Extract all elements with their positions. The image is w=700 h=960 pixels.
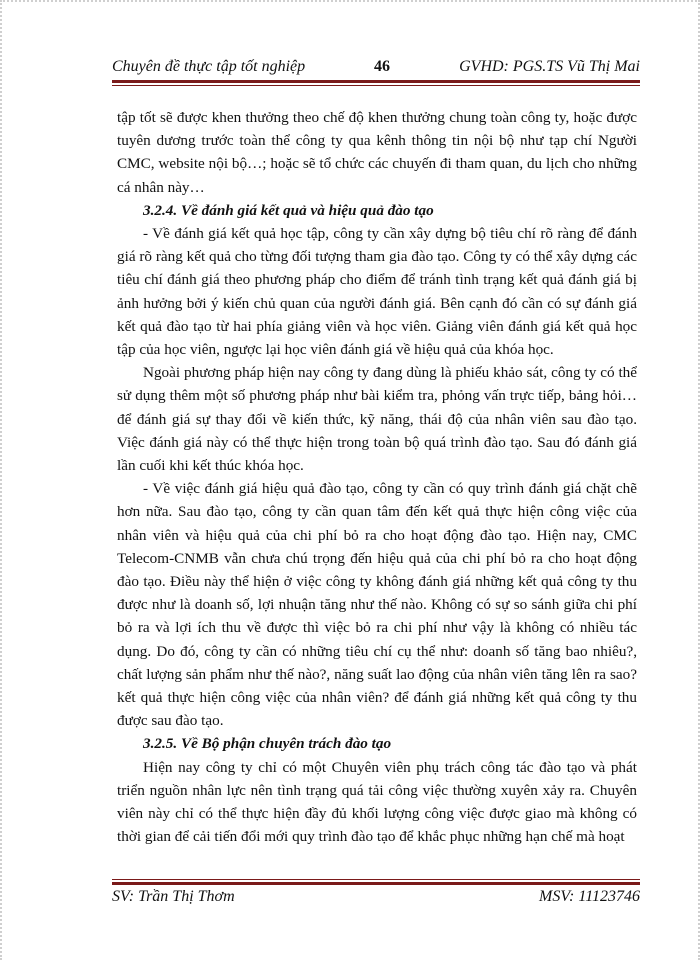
header-rule-thin bbox=[112, 85, 640, 86]
header-rule-thick bbox=[112, 80, 640, 83]
paragraph-3: Ngoài phương pháp hiện nay công ty đang dùng là phiếu khảo sát, công ty có thể sử dụng thêm một số phương pháp như bài kiểm tra, phỏng vấn trực tiếp, bảng hỏi…để đánh giá sự thay đổi về kiến thức, kỹ năng, thái độ của nhân viên sau đào tạo. Việc đánh giá này có thể thực hiện trong toàn bộ quá trình đào tạo. Sau đó đánh giá lần cuối khi kết thúc khóa học. bbox=[117, 364, 637, 475]
paragraph-5: Hiện nay công ty chỉ có một Chuyên viên phụ trách công tác đào tạo và phát triển nguồn nhân lực nên tình trạng quá tải công việc thường xuyên xảy ra. Chuyên viên này chỉ có thể thực hiện đầy đủ khối lượng công việc được giao mà không có thời gian để cải tiến đổi mới quy trình đào tạo để khắc phục những hạn chế mà hoạt bbox=[117, 758, 637, 846]
section-heading-3-2-4: 3.2.4. Về đánh giá kết quả và hiệu quả đào tạo bbox=[143, 201, 434, 219]
page-body bbox=[117, 106, 637, 849]
paragraph-4: - Về việc đánh giá hiệu quả đào tạo, công ty cần có quy trình đánh giá chặt chẽ hơn nữa. Sau đào tạo, công ty cần quan tâm đến kết quả thực hiện công việc của nhân viên và hiệu quả của chi phí bỏ ra cho hoạt động đào tạo. Hiện nay, CMC Telecom-CNMB vẫn chưa chú trọng đến hiệu quả của chi phí bỏ ra cho hoạt động đào tạo. Điều này thể hiện ở việc công ty không đánh giá những kết quả công ty thu được như là doanh số, lợi nhuận tăng như thế nào. Không có sự so sánh giữa chi phí bỏ ra và lợi ích thu về được thì việc bỏ ra chi phí như vậy là không có nhiều tác dụng. Do đó, công ty cần có những tiêu chí cụ thể như: doanh số tăng bao nhiêu?, chất lượng sản phẩm như thế nào?, năng suất lao động của nhân viên tăng lên ra sao? kết quả thực hiện công việc của nhân viên? để đánh giá những kết quả công ty thu được sau đào tạo. bbox=[117, 480, 637, 730]
header-page-number: 46 bbox=[374, 58, 390, 75]
section-heading-3-2-5: 3.2.5. Về Bộ phận chuyên trách đào tạo bbox=[143, 735, 392, 753]
footer-rule-thick bbox=[112, 882, 640, 885]
paragraph-1: tập tốt sẽ được khen thưởng theo chế độ khen thưởng chung toàn công ty, hoặc được tuyên dương trước toàn thể công ty qua kênh thông tin nội bộ như tạp chí Người CMC, website nội bộ…; hoặc sẽ tổ chức các chuyến đi tham quan, du lịch cho những cá nhân này… bbox=[117, 109, 637, 196]
footer-student-id: MSV: 11123746 bbox=[538, 888, 640, 905]
footer-student-name: SV: Trần Thị Thơm bbox=[112, 888, 235, 905]
footer-rule-thin bbox=[112, 879, 640, 880]
page-header bbox=[112, 52, 640, 80]
header-supervisor: GVHD: PGS.TS Vũ Thị Mai bbox=[459, 58, 640, 75]
header-document-title: Chuyên đề thực tập tốt nghiệp bbox=[112, 58, 306, 75]
paragraph-2: - Về đánh giá kết quả học tập, công ty cần xây dựng bộ tiêu chí rõ ràng để đánh giá rõ ràng kết quả cho từng đối tượng tham gia đào tạo. Công ty có thể xây dựng các tiêu chí đánh giá theo phương pháp cho điểm để tránh tình trạng kết quả đánh giá bị ảnh hưởng bởi ý kiến chủ quan của người đánh giá. Bên cạnh đó cần có sự đánh giá kết quả đào tạo từ hai phía giảng viên và học viên. Giảng viên đánh giá kết quả học tập của học viên, ngược lại học viên đánh giá về hiệu quả của khóa học. bbox=[117, 225, 637, 359]
